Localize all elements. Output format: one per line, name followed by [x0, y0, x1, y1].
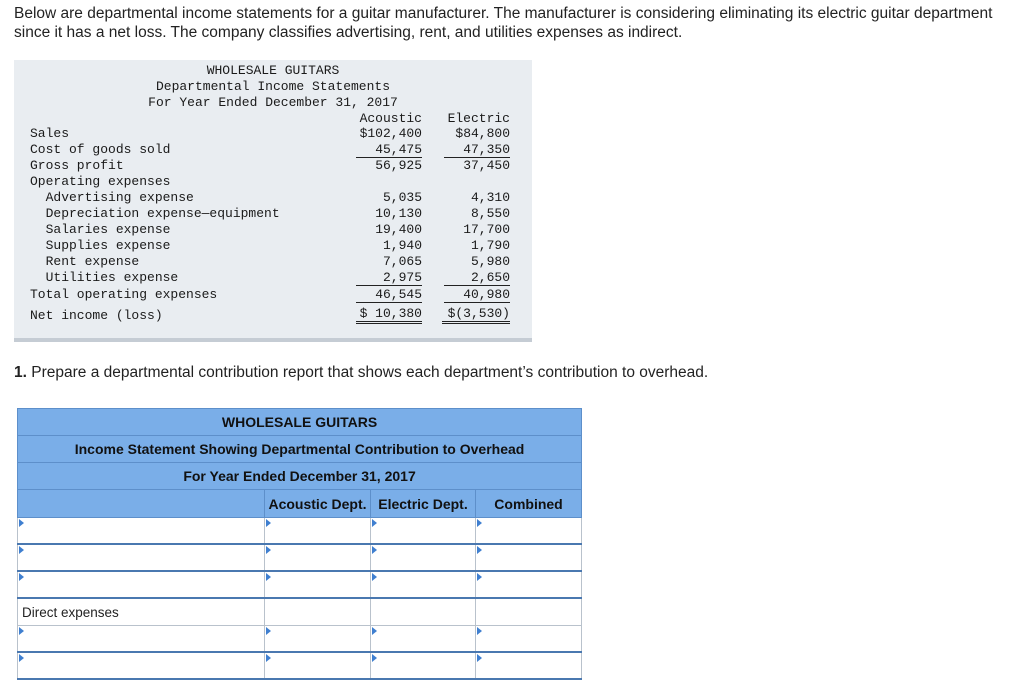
- row-label: Gross profit: [30, 158, 124, 173]
- row-label-input[interactable]: [18, 626, 265, 653]
- dropdown-marker-icon: [372, 546, 377, 554]
- dropdown-marker-icon: [266, 654, 271, 662]
- dropdown-marker-icon: [266, 627, 271, 635]
- acoustic-value: 5,035: [382, 190, 422, 205]
- combined-amount-input[interactable]: [476, 626, 582, 653]
- acoustic-value: 46,545: [356, 287, 422, 303]
- dropdown-marker-icon: [477, 627, 482, 635]
- electric-amount-input[interactable]: [371, 652, 476, 679]
- dropdown-marker-icon: [372, 573, 377, 581]
- direct-expenses-label: Direct expenses: [18, 598, 265, 626]
- dropdown-marker-icon: [19, 546, 24, 554]
- report-label-col-header: [18, 490, 265, 518]
- dropdown-marker-icon: [477, 573, 482, 581]
- statement-company: WHOLESALE GUITARS: [206, 63, 340, 78]
- dropdown-marker-icon: [372, 519, 377, 527]
- electric-amount-input[interactable]: [371, 544, 476, 571]
- electric-value: 8,550: [470, 206, 510, 221]
- statement-title: Departmental Income Statements: [155, 79, 391, 94]
- combined-amount-input[interactable]: [476, 544, 582, 571]
- report-col-acoustic: Acoustic Dept.: [265, 490, 371, 518]
- dropdown-marker-icon: [477, 654, 482, 662]
- combined-amount-input[interactable]: [476, 518, 582, 545]
- dropdown-marker-icon: [19, 654, 24, 662]
- dropdown-marker-icon: [266, 573, 271, 581]
- acoustic-value: 1,940: [382, 238, 422, 253]
- dropdown-marker-icon: [266, 519, 271, 527]
- row-label: Rent expense: [30, 254, 140, 269]
- question-number: 1.: [14, 364, 27, 381]
- question-1: [14, 364, 708, 382]
- electric-amount-input[interactable]: [371, 518, 476, 545]
- acoustic-amount-input[interactable]: [265, 571, 371, 598]
- combined-amount-input[interactable]: [476, 652, 582, 679]
- row-label: Net income (loss): [30, 308, 163, 323]
- row-label: Total operating expenses: [30, 287, 218, 302]
- electric-value: 47,350: [444, 142, 510, 158]
- acoustic-amount-input[interactable]: [265, 626, 371, 653]
- report-period: For Year Ended December 31, 2017: [18, 463, 582, 490]
- acoustic-value: $ 10,380: [356, 306, 422, 324]
- row-label: Utilities expense: [30, 270, 179, 285]
- electric-value: 2,650: [444, 270, 510, 286]
- row-label: Cost of goods sold: [30, 142, 171, 157]
- row-label: Operating expenses: [30, 174, 171, 189]
- dropdown-marker-icon: [372, 654, 377, 662]
- empty-cell: [265, 598, 371, 626]
- row-label: Advertising expense: [30, 190, 194, 205]
- report-col-electric: Electric Dept.: [371, 490, 476, 518]
- dropdown-marker-icon: [477, 519, 482, 527]
- dropdown-marker-icon: [19, 573, 24, 581]
- acoustic-value: 2,975: [356, 270, 422, 286]
- col-electric-header: Electric: [447, 111, 510, 126]
- row-label-input[interactable]: [18, 571, 265, 598]
- row-label: Salaries expense: [30, 222, 171, 237]
- dropdown-marker-icon: [372, 627, 377, 635]
- combined-amount-input[interactable]: [476, 571, 582, 598]
- acoustic-value: $102,400: [359, 126, 422, 141]
- report-col-combined: Combined: [476, 490, 582, 518]
- electric-value: $(3,530): [442, 306, 510, 324]
- electric-value: 37,450: [463, 158, 510, 173]
- empty-cell: [476, 598, 582, 626]
- row-label-input[interactable]: [18, 652, 265, 679]
- problem-intro: Below are departmental income statements for a guitar manufacturer. The manufacturer is considering eliminating its electric guitar department since it has a net loss. The company classifies advertising, rent, and utilities expenses as indirect.: [14, 5, 993, 41]
- question-text: Prepare a departmental contribution report that shows each department’s contribution to overhead.: [26, 364, 709, 381]
- row-label: Depreciation expense—equipment: [30, 206, 280, 221]
- acoustic-amount-input[interactable]: [265, 518, 371, 545]
- report-title: Income Statement Showing Departmental Contribution to Overhead: [18, 436, 582, 463]
- row-label-input[interactable]: [18, 544, 265, 571]
- electric-value: 40,980: [444, 287, 510, 303]
- acoustic-value: 19,400: [375, 222, 422, 237]
- acoustic-amount-input[interactable]: [265, 652, 371, 679]
- electric-amount-input[interactable]: [371, 626, 476, 653]
- dropdown-marker-icon: [477, 546, 482, 554]
- dropdown-marker-icon: [19, 519, 24, 527]
- row-label-input[interactable]: [18, 518, 265, 545]
- departmental-income-statement: [14, 60, 532, 342]
- electric-value: 5,980: [470, 254, 510, 269]
- report-company: WHOLESALE GUITARS: [18, 409, 582, 436]
- empty-cell: [371, 598, 476, 626]
- acoustic-value: 10,130: [375, 206, 422, 221]
- dropdown-marker-icon: [19, 627, 24, 635]
- contribution-report-table: [17, 408, 582, 680]
- acoustic-value: 45,475: [356, 142, 422, 158]
- col-acoustic-header: Acoustic: [359, 111, 422, 126]
- row-label: Supplies expense: [30, 238, 171, 253]
- acoustic-amount-input[interactable]: [265, 544, 371, 571]
- electric-value: $84,800: [455, 126, 510, 141]
- electric-value: 1,790: [470, 238, 510, 253]
- electric-value: 17,700: [463, 222, 510, 237]
- electric-amount-input[interactable]: [371, 571, 476, 598]
- acoustic-value: 56,925: [375, 158, 422, 173]
- electric-value: 4,310: [470, 190, 510, 205]
- statement-period: For Year Ended December 31, 2017: [148, 95, 398, 110]
- acoustic-value: 7,065: [382, 254, 422, 269]
- row-label: Sales: [30, 126, 70, 141]
- dropdown-marker-icon: [266, 546, 271, 554]
